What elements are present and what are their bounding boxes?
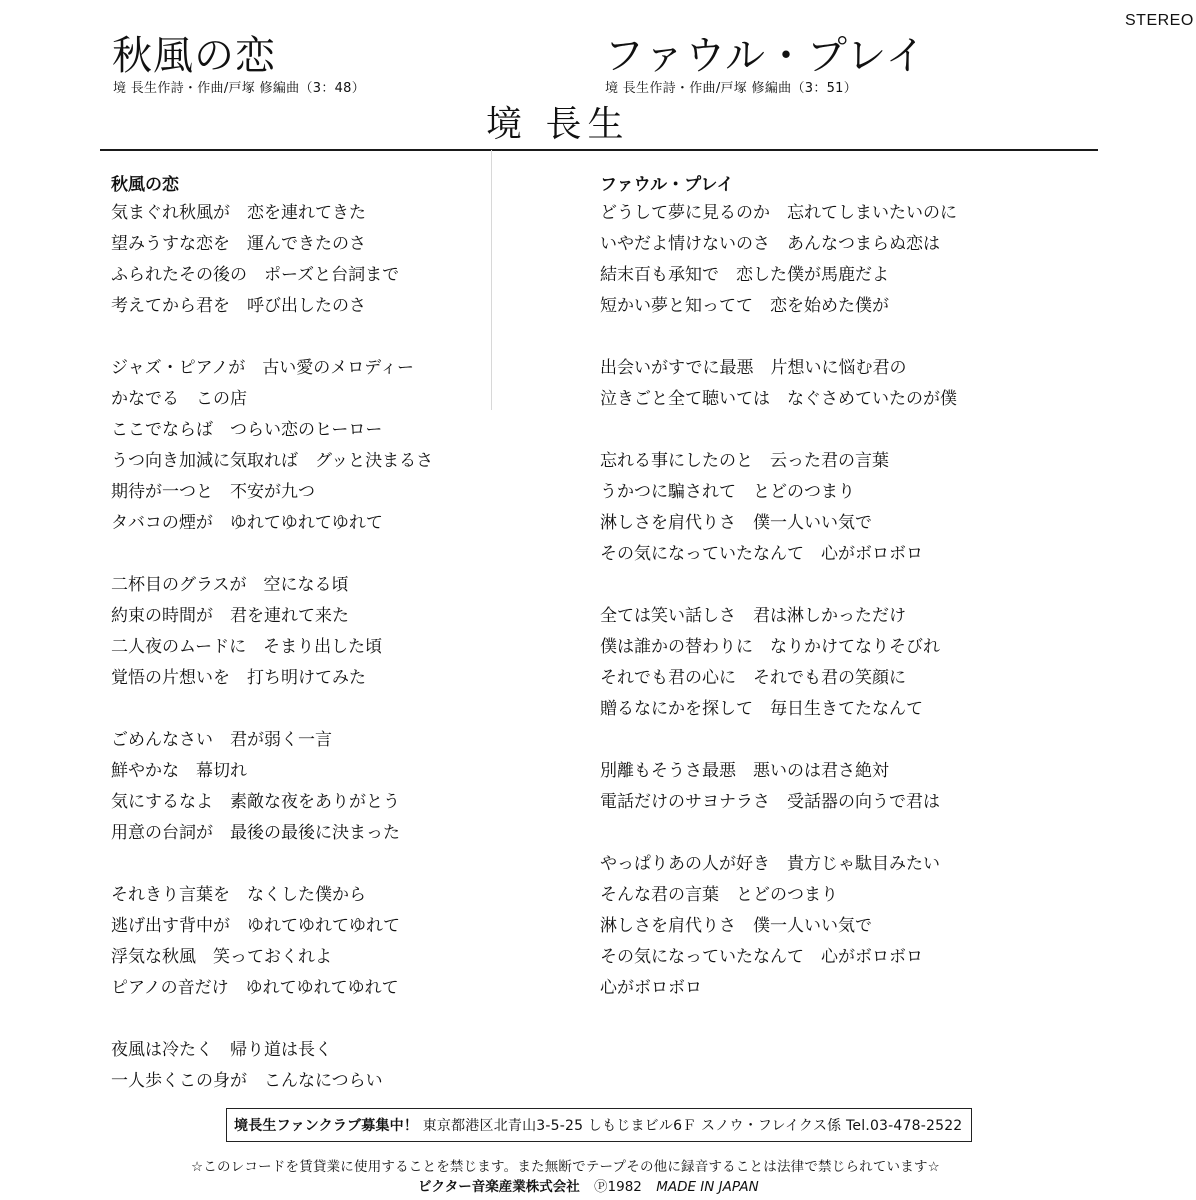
lyrics-b-lyric-line: 短かい夢と知ってて 恋を始めた僕が xyxy=(600,296,889,316)
lyrics-a-lyric-line: ピアノの音だけ ゆれてゆれてゆれて xyxy=(111,978,399,998)
lyrics-a-lyric-line: 気にするなよ 素敵な夜をありがとう xyxy=(111,792,400,812)
lyrics-a-lyric-line: ここでならば つらい恋のヒーロー xyxy=(111,420,383,440)
header-rule xyxy=(100,149,1098,151)
phonogram-year: Ⓟ1982 xyxy=(594,1179,642,1195)
fanclub-address: 東京都港区北青山3-5-25 しもじまビル6Ｆ スノウ・フレイクス係 Tel.03-478-2522 xyxy=(422,1118,963,1134)
lyrics-b-lyric-line: いやだよ情けないのさ あんなつまらぬ恋は xyxy=(600,234,940,254)
artist-name: 境 長生 xyxy=(486,104,630,145)
lyrics-b-stanza-gap xyxy=(600,322,957,353)
lyrics-a-lyric-line: かなでる この店 xyxy=(111,389,247,409)
lyrics-a-lyric-line: 期待が一つと 不安が九つ xyxy=(111,482,315,502)
lyrics-b-column xyxy=(600,172,957,1004)
lyrics-a-lyric-line: それきり言葉を なくした僕から xyxy=(111,885,366,905)
lyrics-b-lyric-line: うかつに騙されて とどのつまり xyxy=(600,482,855,502)
lyrics-a-lyric-line: ごめんなさい 君が弱く一言 xyxy=(111,730,332,750)
lyrics-a-lyric-line: うつ向き加減に気取れば グッと決まるさ xyxy=(111,451,434,471)
lyrics-a-column xyxy=(111,172,433,1097)
lyrics-b-lyric-line: 全ては笑い話しさ 君は淋しかっただけ xyxy=(600,606,906,626)
lyrics-b-stanza-gap xyxy=(600,725,957,756)
lyrics-b-lyric-line: 心がボロボロ xyxy=(600,978,702,998)
side-b-title: ファウル・プレイ xyxy=(604,33,927,79)
lyrics-b-lyric-line: やっぱりあの人が好き 貴方じゃ駄目みたい xyxy=(600,854,940,874)
side-a-credit: 境 長生作詩・作曲/戸塚 修編曲（3：48） xyxy=(113,81,366,96)
side-a-title: 秋風の恋 xyxy=(112,33,276,79)
lyrics-b-stanza-gap xyxy=(600,818,957,849)
lyrics-b-lyric-line: 出会いがすでに最悪 片想いに悩む君の xyxy=(600,358,907,378)
copyright-notice: ☆このレコードを賃貸業に使用することを禁じます。また無断でテープその他に録音することは法律で禁じられています☆ xyxy=(191,1159,940,1175)
lyrics-b-lyric-line: 結末百も承知で 恋した僕が馬鹿だよ xyxy=(600,265,889,285)
lyrics-a-stanza-gap xyxy=(111,694,433,725)
lyrics-b-lyric-line: 忘れる事にしたのと 云った君の言葉 xyxy=(600,451,889,471)
lyrics-a-lyric-line: 二人夜のムードに そまり出した頃 xyxy=(111,637,383,657)
lyrics-a-lyric-line: 約束の時間が 君を連れて来た xyxy=(111,606,349,626)
lyrics-a-lyric-line: 望みうすな恋を 運んできたのさ xyxy=(111,234,366,254)
lyrics-a-lyric-line: 浮気な秋風 笑っておくれよ xyxy=(111,947,332,967)
lyrics-b-lyric-line: 泣きごと全て聴いては なぐさめていたのが僕 xyxy=(600,389,957,409)
lyrics-b-lyric-line: 電話だけのサヨナラさ 受話器の向うで君は xyxy=(600,792,940,812)
lyrics-b-stanza-gap xyxy=(600,415,957,446)
sleeve-crease xyxy=(491,150,492,410)
lyrics-b-lines xyxy=(600,198,957,1004)
fanclub-label: 境長生ファンクラブ募集中！ xyxy=(234,1118,419,1134)
lyrics-b-lyric-line: 別離もそうさ最悪 悪いのは君さ絶対 xyxy=(600,761,889,781)
lyrics-b-lyric-line: その気になっていたなんて 心がボロボロ xyxy=(600,544,923,564)
lyrics-b-lyric-line: 淋しさを肩代りさ 僕一人いい気で xyxy=(600,916,872,936)
lyrics-a-lyric-line: 夜風は冷たく 帰り道は長く xyxy=(111,1040,332,1060)
company-line xyxy=(418,1175,759,1195)
lyrics-a-lyric-line: 覚悟の片想いを 打ち明けてみた xyxy=(111,668,366,688)
lyrics-a-lyric-line: ジャズ・ピアノが 古い愛のメロディー xyxy=(111,358,414,378)
lyrics-a-lyric-line: ふられたその後の ポーズと台詞まで xyxy=(111,265,400,285)
lyrics-a-lyric-line: 鮮やかな 幕切れ xyxy=(111,761,247,781)
lyrics-b-lyric-line: 贈るなにかを探して 毎日生きてたなんて xyxy=(600,699,923,719)
lyrics-b-lyric-line: 僕は誰かの替わりに なりかけてなりそびれ xyxy=(600,637,940,657)
lyrics-a-lyric-line: 用意の台詞が 最後の最後に決まった xyxy=(111,823,400,843)
lyrics-a-lyric-line: タバコの煙が ゆれてゆれてゆれて xyxy=(111,513,383,533)
lyrics-a-heading: 秋風の恋 xyxy=(111,175,179,195)
lyrics-a-stanza-gap xyxy=(111,539,433,570)
company-name: ビクター音楽産業株式会社 xyxy=(418,1179,580,1195)
lyrics-b-stanza-gap xyxy=(600,570,957,601)
lyrics-b-lyric-line: そんな君の言葉 とどのつまり xyxy=(600,885,838,905)
side-b-credit: 境 長生作詩・作曲/戸塚 修編曲（3：51） xyxy=(605,81,858,96)
lyrics-b-lyric-line: その気になっていたなんて 心がボロボロ xyxy=(600,947,923,967)
lyrics-b-heading: ファウル・プレイ xyxy=(600,175,734,195)
lyrics-a-stanza-gap xyxy=(111,1004,433,1035)
fanclub-notice xyxy=(234,1115,962,1135)
stereo-label: STEREO xyxy=(1125,12,1194,29)
lyrics-b-lyric-line: どうして夢に見るのか 忘れてしまいたいのに xyxy=(600,203,957,223)
lyrics-b-lyric-line: それでも君の心に それでも君の笑顔に xyxy=(600,668,906,688)
lyrics-b-lyric-line: 淋しさを肩代りさ 僕一人いい気で xyxy=(600,513,872,533)
made-in-label: MADE IN JAPAN xyxy=(656,1179,759,1195)
lyrics-a-stanza-gap xyxy=(111,322,433,353)
lyrics-a-lyric-line: 逃げ出す背中が ゆれてゆれてゆれて xyxy=(111,916,400,936)
lyrics-a-lyric-line: 一人歩くこの身が こんなにつらい xyxy=(111,1071,383,1091)
lyrics-a-lyric-line: 気まぐれ秋風が 恋を連れてきた xyxy=(111,203,366,223)
lyrics-a-lyric-line: 考えてから君を 呼び出したのさ xyxy=(111,296,366,316)
lyrics-a-lyric-line: 二杯目のグラスが 空になる頃 xyxy=(111,575,349,595)
lyrics-a-stanza-gap xyxy=(111,849,433,880)
lyrics-a-lines xyxy=(111,198,433,1097)
